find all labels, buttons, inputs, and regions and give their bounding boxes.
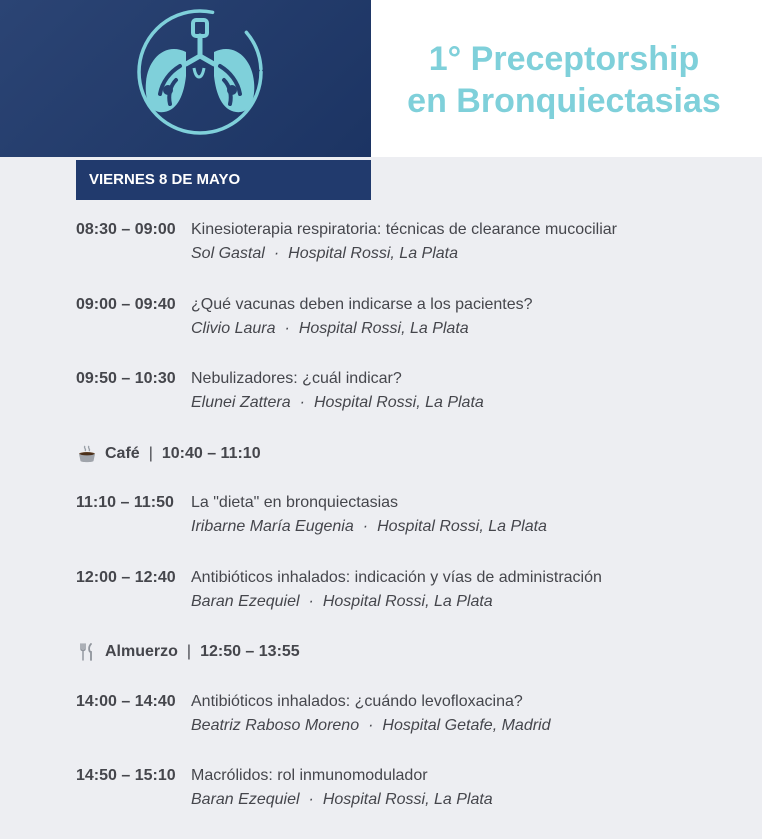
session-time: 12:00 – 12:40 [76,568,176,586]
coffee-break [76,442,746,492]
separator-dot: · [273,245,280,262]
venue: Hospital Rossi, La Plata [377,518,547,535]
break-line [76,640,300,664]
session-title: La "dieta" en bronquiectasias [191,494,399,511]
speaker-name: Clivio Laura [191,319,276,337]
agenda-item [76,218,746,293]
session-meta [191,788,493,812]
speaker-name: Beatriz Raboso Moreno [191,716,360,734]
session-meta [191,515,547,539]
agenda-item [76,566,746,641]
header [0,0,762,157]
session-meta [191,391,484,415]
speaker-name: Iribarne María Eugenia [191,518,354,535]
session-meta [191,242,458,266]
session-time: 14:50 – 15:10 [76,767,176,784]
agenda-item [76,690,746,765]
session-title: ¿Qué vacunas deben indicarse a los pacientes? [191,295,533,313]
day-heading: VIERNES 8 DE MAYO [76,160,371,200]
separator-dot: · [299,394,305,411]
break-label: Almuerzo [105,643,178,660]
break-time: 12:50 – 13:55 [200,643,300,660]
break-line [76,442,261,466]
session-title: Nebulizadores: ¿cuál indicar? [191,370,402,387]
agenda-item [76,367,746,442]
session-title: Macrólidos: rol inmunomodulador [191,767,428,784]
session-time: 14:00 – 14:40 [76,692,176,710]
separator-dot: · [284,319,290,337]
logo-panel [0,0,371,157]
session-time: 08:30 – 09:00 [76,221,176,238]
session-title: Kinesioterapia respiratoria: técnicas de clearance mucociliar [191,221,617,238]
coffee-cup-icon [76,443,98,465]
lunch-break [76,640,746,690]
separator-dot: · [308,592,314,610]
session-title: Antibióticos inhalados: ¿cuándo levofloxacina? [191,692,523,710]
fork-knife-icon [76,641,98,663]
agenda-item [76,491,746,566]
speaker-name: Sol Gastal [191,245,265,262]
separator-dot: · [362,518,369,535]
page-title [379,38,749,122]
speaker-name: Elunei Zattera [191,394,291,411]
agenda-item [76,293,746,368]
venue: Hospital Rossi, La Plata [322,592,493,610]
session-meta [191,714,551,738]
title-line-2: en Bronquiectasias [407,82,721,120]
break-time: 10:40 – 11:10 [161,444,261,462]
title-line-1: 1° Preceptorship [428,40,700,78]
separator-dot: · [368,716,374,734]
venue: Hospital Rossi, La Plata [322,791,493,808]
speaker-name: Baran Ezequiel [191,791,300,808]
session-time: 09:00 – 09:40 [76,295,176,313]
venue: Hospital Rossi, La Plata [288,245,458,262]
lungs-icon [130,6,270,146]
session-time: 09:50 – 10:30 [76,370,176,387]
separator-dot: · [308,791,314,808]
session-title: Antibióticos inhalados: indicación y vías de administración [191,568,602,586]
session-time: 11:10 – 11:50 [76,494,174,511]
break-separator: | [186,643,192,660]
break-label: Café [105,444,140,462]
agenda-item [76,764,746,839]
venue: Hospital Rossi, La Plata [313,394,484,411]
session-meta [191,590,493,614]
venue: Hospital Getafe, Madrid [382,716,551,734]
agenda-list [76,218,746,839]
break-separator: | [148,444,153,462]
session-meta [191,317,469,341]
venue: Hospital Rossi, La Plata [298,319,469,337]
speaker-name: Baran Ezequiel [191,592,300,610]
